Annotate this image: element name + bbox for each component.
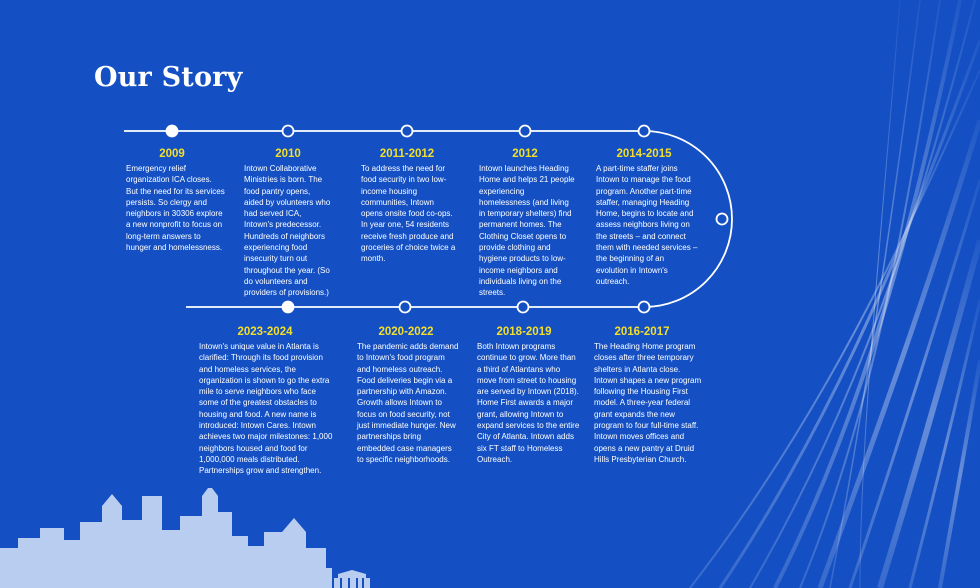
milestone-description: Intown launches Heading Home and helps 21 people experiencing homelessness (and living in temporary shelters) find permanent homes. The Clothing Closet opens to provide clothing and hygiene products to low-income neighbors and individuals living on the streets. <box>479 164 575 298</box>
timeline-node-2020-2022 <box>400 302 411 313</box>
timeline-node-2011-2012 <box>402 126 413 137</box>
milestone-year: 2023-2024 <box>237 326 293 338</box>
milestone-description: Intown's unique value in Atlanta is clarified: Through its food provision and homeless services, the organization is shown to go the extra mile to serve neighbors who face some of the greatest obstacles to housing and food. A new name is introduced: Intown Cares. Intown achieves two major milestones: 1,000 neighbors housed and food for 1,000,000 meals distributed. Partnerships grow and strengthen. <box>199 342 333 476</box>
milestone-year: 2014-2015 <box>616 148 672 160</box>
milestone-year: 2009 <box>159 148 185 160</box>
milestone-description: To address the need for food security in two low-income housing communities, Intown opens onsite food co-ops. In year one, 54 residents receive fresh produce and groceries of choice twice a month. <box>361 164 456 264</box>
timeline-node-2016-2017 <box>639 302 650 313</box>
page-title: Our Story <box>94 62 243 93</box>
milestone-description: Emergency relief organization ICA closes. But the need for its services persists. So clergy and neighbors in 30306 explore a new nonprofit to focus on long-term answers to hunger and homelessness. <box>126 164 225 253</box>
milestone-year: 2016-2017 <box>614 326 670 338</box>
milestone-description: Both Intown programs continue to grow. More than a third of Atlantans who move from street to housing are served by Intown (2018). Home First awards a major grant, allowing Intown to expand services to the entire City of Atlanta. Intown adds six FT staff to Homeless Outreach. <box>477 342 580 464</box>
milestone-year: 2018-2019 <box>496 326 552 338</box>
milestone-year: 2011-2012 <box>379 148 435 160</box>
timeline-node-2012 <box>520 126 531 137</box>
milestone-year: 2010 <box>275 148 301 160</box>
milestone-description: A part-time staffer joins Intown to manage the food program. Another part-time staffer, managing Heading Home, begins to locate and assess neighbors living on the streets – and connect them with needed services – the beginning of an evolution in Intown's outreach. <box>596 164 698 286</box>
milestone-year: 2012 <box>512 148 538 160</box>
timeline-node-2014-2015 <box>639 126 650 137</box>
milestone-year: 2020-2022 <box>378 326 434 338</box>
timeline-node-2010 <box>283 126 294 137</box>
milestone-description: The pandemic adds demand to Intown's food program and homeless outreach. Food deliveries begin via a partnership with Amazon. Growth allows Intown to focus on food security, not just immediate hunger. New partnerships bring embedded case managers to specific neighborhoods. <box>357 342 459 464</box>
milestone-description: The Heading Home program closes after three temporary shelters in Atlanta close. Intown shapes a new program following the Housing First model. A three-year federal grant expands the new program to four full-time staff. Intown moves offices and opens a new pantry at Druid Hills Presbyterian Church. <box>594 342 702 464</box>
timeline-node-2018-2019 <box>518 302 529 313</box>
timeline-node-2023-2024 <box>283 302 294 313</box>
milestone-description: Intown Collaborative Ministries is born. The food pantry opens, aided by volunteers who had served ICA, Intown's predecessor. Hundreds of neighbors experiencing food insecurity turn out throughout the year. (So do volunteers and providers of provisions.) <box>244 164 331 298</box>
timeline-node-curve <box>717 214 728 225</box>
timeline-node-2009 <box>167 126 178 137</box>
